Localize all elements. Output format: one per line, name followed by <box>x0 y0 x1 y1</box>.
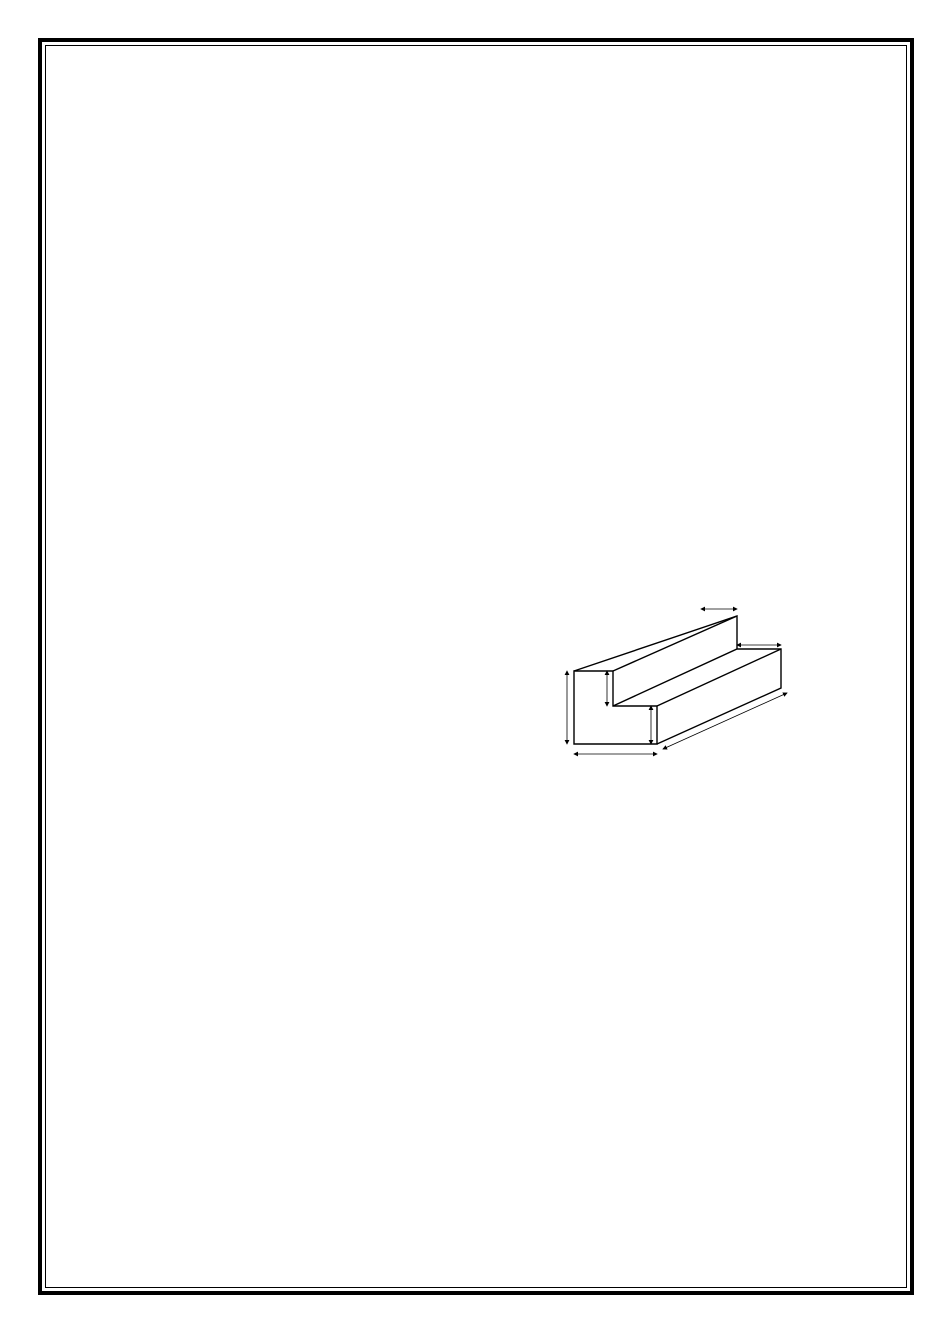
grid-bottom <box>261 828 685 1277</box>
grid-top <box>277 121 703 519</box>
prism-shape <box>574 616 781 744</box>
prism-diagram <box>505 598 795 763</box>
